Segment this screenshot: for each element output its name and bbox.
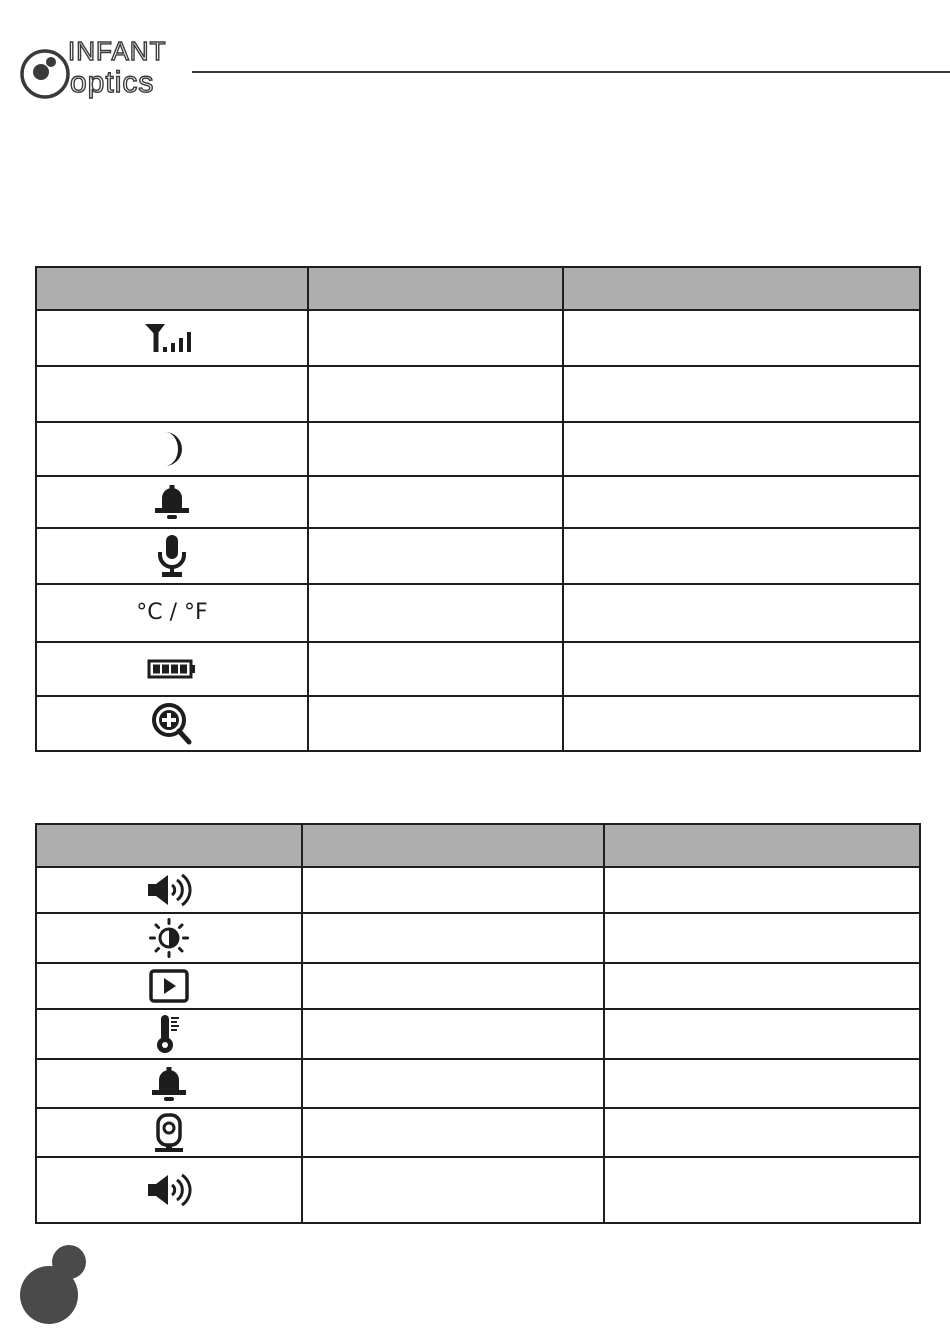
table-header-row [36, 824, 920, 867]
header-icon [36, 267, 308, 310]
table-cell [308, 696, 563, 751]
icon-cell [36, 913, 302, 963]
icon-cell [36, 642, 308, 696]
table-cell [604, 963, 920, 1009]
table-cell [604, 1059, 920, 1108]
table-row [36, 476, 920, 528]
signal-strength-icon [143, 322, 201, 354]
table-cell [308, 584, 563, 642]
icon-table-1 [35, 266, 921, 752]
table-cell [308, 476, 563, 528]
table-cell [302, 867, 604, 913]
icon-cell [36, 963, 302, 1009]
crescent-moon-icon [157, 429, 187, 469]
bell-icon [150, 1066, 188, 1102]
table-cell [563, 528, 920, 584]
icon-cell [36, 422, 308, 476]
table-cell [604, 867, 920, 913]
table-cell [604, 1009, 920, 1059]
brightness-icon [149, 918, 189, 958]
table-cell [302, 1009, 604, 1059]
table-cell [308, 310, 563, 366]
icon-cell [36, 1157, 302, 1223]
camera-icon [153, 1113, 185, 1153]
table-cell [302, 1059, 604, 1108]
bell-icon [153, 484, 191, 520]
logo-line2: optics [70, 66, 155, 99]
celsius-fahrenheit-icon: °C / °F [136, 600, 208, 625]
table-cell [308, 366, 563, 422]
icon-cell [36, 584, 308, 642]
microphone-icon [156, 534, 188, 578]
table-header-row [36, 267, 920, 310]
table-cell [604, 1157, 920, 1223]
table-row [36, 1059, 920, 1108]
table-row [36, 696, 920, 751]
table-row [36, 642, 920, 696]
brand-corner-mark [14, 1240, 94, 1330]
header-col-3 [563, 267, 920, 310]
table-cell [563, 422, 920, 476]
table-row [36, 422, 920, 476]
table-cell [604, 913, 920, 963]
table-row [36, 310, 920, 366]
icon-cell [36, 476, 308, 528]
table-row [36, 584, 920, 642]
table-row [36, 867, 920, 913]
icon-table-2 [35, 823, 921, 1224]
icon-cell [36, 696, 308, 751]
table-row [36, 963, 920, 1009]
header-rule [192, 71, 950, 73]
battery-icon [147, 658, 197, 680]
table-row [36, 1009, 920, 1059]
table-cell [308, 528, 563, 584]
table-cell [563, 584, 920, 642]
zoom-in-icon [151, 702, 193, 746]
table-row [36, 1157, 920, 1223]
icon-cell [36, 310, 308, 366]
speaker-volume-icon [146, 872, 192, 908]
table-cell [308, 642, 563, 696]
icon-cell [36, 528, 308, 584]
speaker-talk-icon [146, 1172, 192, 1208]
table-row [36, 528, 920, 584]
table-cell [563, 696, 920, 751]
header-col-2 [308, 267, 563, 310]
play-icon [149, 969, 189, 1003]
table-row [36, 913, 920, 963]
icon-cell [36, 1059, 302, 1108]
icon-cell [36, 1009, 302, 1059]
table-cell [302, 1108, 604, 1157]
table-cell [302, 913, 604, 963]
table-cell [302, 963, 604, 1009]
table-row [36, 1108, 920, 1157]
table-cell [604, 1108, 920, 1157]
table-cell [308, 422, 563, 476]
table-row [36, 366, 920, 422]
header-col-2 [302, 824, 604, 867]
logo-line1: INFANT [68, 36, 167, 66]
thermometer-icon [154, 1013, 184, 1055]
header-col-3 [604, 824, 920, 867]
table-cell [302, 1157, 604, 1223]
table-cell [563, 366, 920, 422]
table-cell [563, 476, 920, 528]
icon-cell [36, 366, 308, 422]
icon-cell [36, 867, 302, 913]
icon-cell [36, 1108, 302, 1157]
brand-logo [18, 36, 198, 104]
table-cell [563, 642, 920, 696]
header-icon [36, 824, 302, 867]
table-cell [563, 310, 920, 366]
